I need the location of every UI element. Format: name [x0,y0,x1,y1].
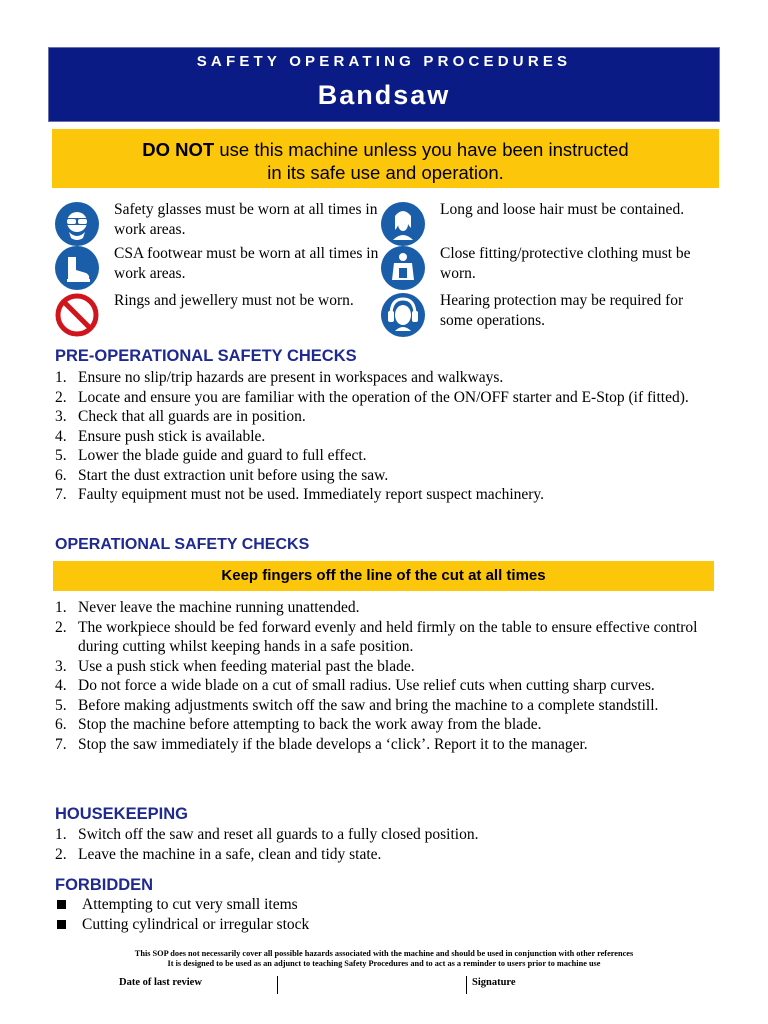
ppe-text: Rings and jewellery must not be worn. [114,292,354,309]
list-item: 5. Lower the blade guide and guard to full effect. [55,447,367,464]
title-banner [48,47,720,122]
pre-operational-heading: PRE-OPERATIONAL SAFETY CHECKS [55,347,357,365]
list-item: 1. Ensure no slip/trip hazards are present in workspaces and walkways. [55,369,504,386]
disclaimer-line2: It is designed to be used as an adjunct to teaching Safety Procedures and to act as a reminder to users prior to machine use [167,959,601,968]
safety-glasses-icon [55,202,99,246]
callout-banner: Keep fingers off the line of the cut at all times [53,561,714,591]
disclaimer [40,949,728,969]
operational-heading: OPERATIONAL SAFETY CHECKS [55,536,310,553]
list-item: 6. Start the dust extraction unit before using the saw. [55,466,389,484]
list-item: 6. Stop the machine before attempting to back the work away from the blade. [55,716,542,733]
bullet-square-icon [57,900,66,909]
list-item: 4. Do not force a wide blade on a cut of small radius. Use relief cuts when cutting sharp curves. [55,677,655,694]
bullet-square-icon [57,920,66,929]
document-title: Bandsaw [317,80,451,110]
ppe-text: Hearing protection may be required for some operations. [440,292,684,329]
list-item: 7. Stop the saw immediately if the blade develops a ‘click’. Report it to the manager. [55,735,588,753]
pre-operational-list [55,368,695,505]
list-item: Attempting to cut very small items [55,895,695,915]
ppe-text: Long and loose hair must be contained. [440,201,685,218]
list-item: 3. Use a push stick when feeding material past the blade. [55,657,415,675]
warning-line1: use this machine unless you have been instructed [214,139,629,160]
list-item: 3. Check that all guards are in position. [55,408,306,425]
long-hair-icon [381,202,425,246]
list-item: 1. Never leave the machine running unattended. [55,599,360,616]
forbidden-list [55,895,695,934]
hearing-protection-icon [381,293,425,337]
document-subtitle: SAFETY OPERATING PROCEDURES [196,53,572,70]
list-item: 2. Locate and ensure you are familiar with the operation of the ON/OFF starter and E-Stop (if fitted). [55,388,689,406]
signature-field-divider [466,976,467,994]
ppe-text: Safety glasses must be worn at all times in work areas. [114,201,378,238]
protective-clothing-icon [381,246,425,290]
list-item: 5. Before making adjustments switch off the saw and bring the machine to a complete standstill. [55,696,659,714]
list-item: 4. Ensure push stick is available. [55,427,266,445]
list-item: Cutting cylindrical or irregular stock [55,915,695,935]
list-item: 1. Switch off the saw and reset all guards to a fully closed position. [55,826,479,843]
ppe-text: Close fitting/protective clothing must be worn. [440,245,691,282]
review-date-field-divider [277,976,278,994]
operational-list [55,598,700,754]
signature-label: Signature [472,977,516,988]
list-item: 7. Faulty equipment must not be used. Immediately report suspect machinery. [55,486,545,503]
list-item: 2. The workpiece should be fed forward evenly and held firmly on the table to ensure effective control during cutting whilst keeping hands in a safe position. [55,618,698,655]
housekeeping-list [55,825,695,864]
ppe-text: CSA footwear must be worn at all times in work areas. [114,245,379,282]
warning-line2: in its safe use and operation. [267,162,504,183]
disclaimer-line1: This SOP does not necessarily cover all possible hazards associated with the machine and should be used in conjunction with other references [134,949,634,958]
instruction-warning [52,129,719,188]
no-jewellery-icon [55,293,99,337]
housekeeping-heading: HOUSEKEEPING [55,805,188,823]
review-date-label: Date of last review [119,977,202,988]
warning-emphasis: DO NOT [142,139,215,160]
forbidden-heading: FORBIDDEN [55,876,154,894]
list-item: 2. Leave the machine in a safe, clean and tidy state. [55,845,382,863]
safety-boot-icon [55,246,99,290]
